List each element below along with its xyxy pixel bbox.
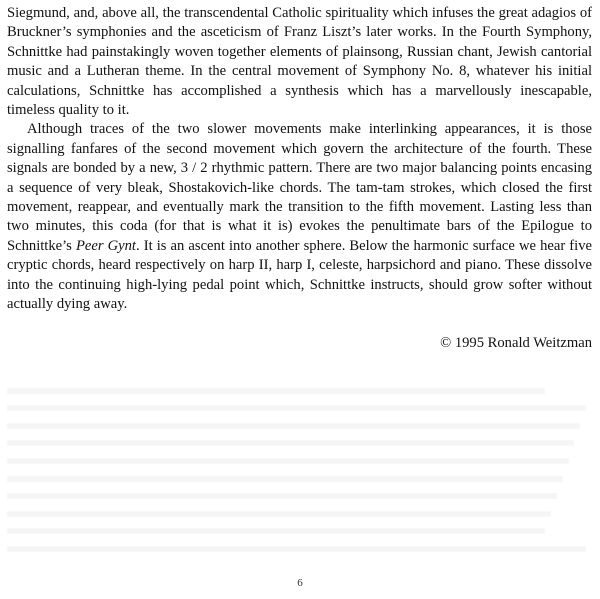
paragraph-2-text-end: . It is an ascent into another sphere. Below the harmonic surface we hear five cryptic chords, heard respectively on harp II, harp I, celeste, harpsichord and piano. These dissolve into the continuing high-lying pedal point which, Schnittke instructs, should grow softer without actually dying away. (7, 237, 592, 313)
paragraph-2-text: Although traces of the two slower movements make interlinking appearances, it is those signalling fanfares of the second movement which govern the architecture of the fourth. These signals are bonded by a new, 3 / 2 rhythmic pattern. There are two major balancing points encasing a sequence of very bleak, Shostakovich-like chords. The tam-tam strokes, which closed the first movement, reappear, and eventually mark the transition to the fifth movement. Lasting less than two minutes, this coda (for that is what it is) evokes the penultimate bars of the Epilogue to Schnittke’s (7, 121, 592, 254)
show-through-texture (7, 370, 592, 560)
page-number: 6 (297, 577, 303, 589)
work-title: Peer Gynt (75, 237, 136, 254)
body-text (7, 4, 592, 315)
paragraph-1: Siegmund, and, above all, the transcendental Catholic spirituality which infuses the great adagios of Bruckner’s symphonies and the asceticism of Franz Liszt’s later works. In the Fourth Symphony, Schnittke had painstakingly woven together elements of plainsong, Russian chant, Jewish cantorial music and a Lutheran theme. In the central movement of Symphony No. 8, whatever his initial calculations, Schnittke has accomplished a synthesis which has a marvellously inescapable, timeless quality to it. (7, 5, 592, 119)
paragraph-2 (7, 120, 592, 314)
copyright-line: © 1995 Ronald Weitzman (440, 335, 592, 351)
